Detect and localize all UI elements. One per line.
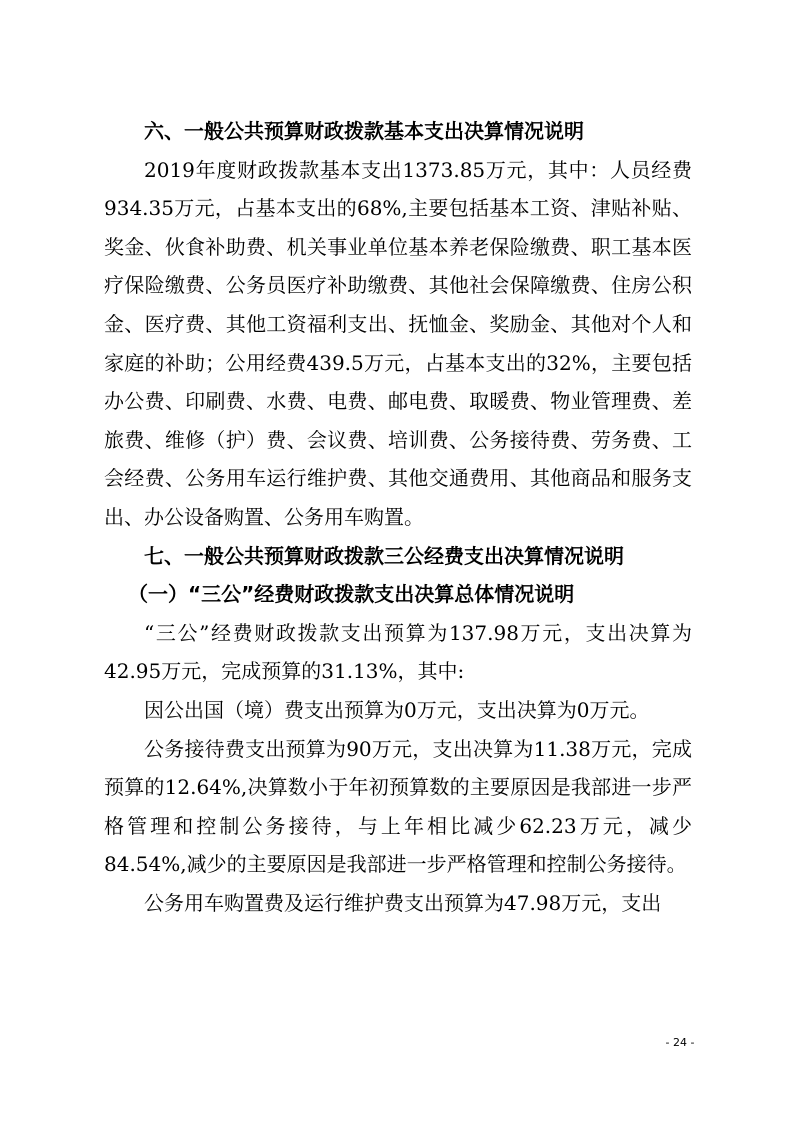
paragraph-overseas-travel: 因公出国（境）费支出预算为0万元，支出决算为0万元。 (144, 697, 650, 722)
section-heading-basic-expenditure: 六、一般公共预算财政拨款基本支出决算情况说明 (144, 119, 584, 143)
paragraph-three-public-budget: “三公”经费财政拨款支出预算为137.98万元，支出决算为42.95万元，完成预算的31.13%，其中: (104, 620, 692, 684)
document-body (104, 112, 692, 922)
page-number: - 24 - (665, 1036, 695, 1049)
paragraph-basic-expenditure: 2019年度财政拨款基本支出1373.85万元，其中：人员经费934.35万元，占基本支出的68%,主要包括基本工资、津贴补贴、奖金、伙食补助费、机关事业单位基本养老保险缴费、职工基本医疗保险缴费、公务员医疗补助缴费、其他社会保障缴费、住房公积金、医疗费、其他工资福利支出、抚恤金、奖励金、其他对个人和家庭的补助；公用经费439.5万元，占基本支出的32%，主要包括办公费、印刷费、水费、电费、邮电费、取暖费、物业管理费、差旅费、维修（护）费、会议费、培训费、公务接待费、劳务费、工会经费、公务用车运行维护费、其他交通费用、其他商品和服务支出、办公设备购置、公务用车购置。 (104, 157, 692, 529)
section-heading-three-public-expenses: 七、一般公共预算财政拨款三公经费支出决算情况说明 (144, 543, 624, 568)
paragraph-official-reception: 公务接待费支出预算为90万元，支出决算为11.38万元，完成预算的12.64%,决算数小于年初预算数的主要原因是我部进一步严格管理和控制公务接待，与上年相比减少62.23万元，减少84.54%,减少的主要原因是我部进一步严格管理和控制公务接待。 (104, 736, 692, 877)
subsection-heading-overall: （一）“三公”经费财政拨款支出决算总体情况说明 (128, 582, 575, 607)
paragraph-official-vehicles: 公务用车购置费及运行维护费支出预算为47.98万元，支出 (144, 890, 662, 915)
